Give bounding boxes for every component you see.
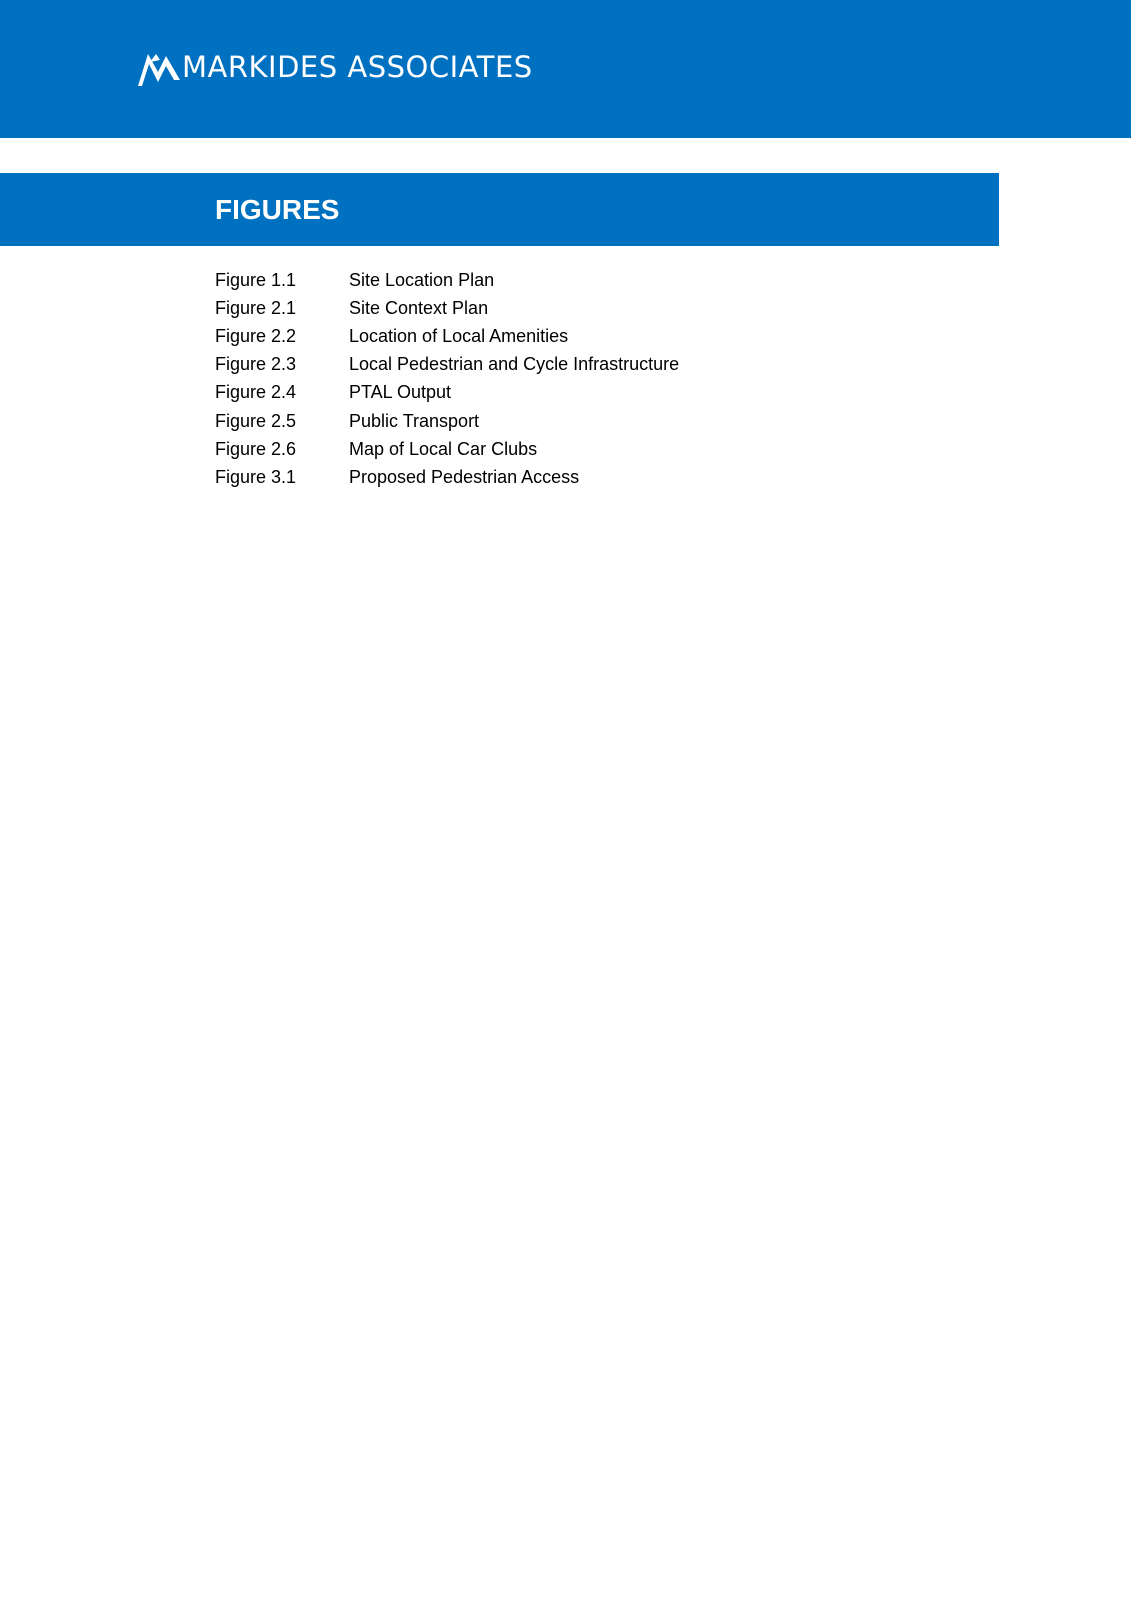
list-item <box>215 407 679 435</box>
section-title: FIGURES <box>215 194 340 225</box>
figure-title: Site Location Plan <box>349 269 495 290</box>
figure-title: Public Transport <box>349 410 480 431</box>
figure-number: Figure 3.1 <box>215 466 297 487</box>
list-item <box>215 294 679 322</box>
list-item <box>215 463 679 491</box>
list-item <box>215 351 679 379</box>
header-banner <box>0 0 1131 138</box>
company-name: MARKIDES ASSOCIATES <box>182 50 533 84</box>
figure-number: Figure 2.1 <box>215 297 297 318</box>
list-item <box>215 266 679 294</box>
section-header-bar <box>0 173 999 246</box>
figure-title: PTAL Output <box>349 382 452 403</box>
figure-number: Figure 2.2 <box>215 325 297 346</box>
figure-number: Figure 1.1 <box>215 269 297 290</box>
figure-title: Local Pedestrian and Cycle Infrastructure <box>349 354 680 375</box>
figure-title: Map of Local Car Clubs <box>349 438 538 459</box>
figure-number: Figure 2.5 <box>215 410 297 431</box>
figure-number: Figure 2.6 <box>215 438 297 459</box>
figure-title: Site Context Plan <box>349 297 489 318</box>
figure-title: Proposed Pedestrian Access <box>349 466 580 487</box>
figure-title: Location of Local Amenities <box>349 325 569 346</box>
list-item <box>215 322 679 350</box>
mountain-m-logo-icon <box>136 46 182 88</box>
list-item <box>215 435 679 463</box>
figure-number: Figure 2.4 <box>215 382 297 403</box>
figure-number: Figure 2.3 <box>215 354 297 375</box>
list-item <box>215 379 679 407</box>
figure-list <box>215 266 679 492</box>
company-logo <box>136 46 533 88</box>
